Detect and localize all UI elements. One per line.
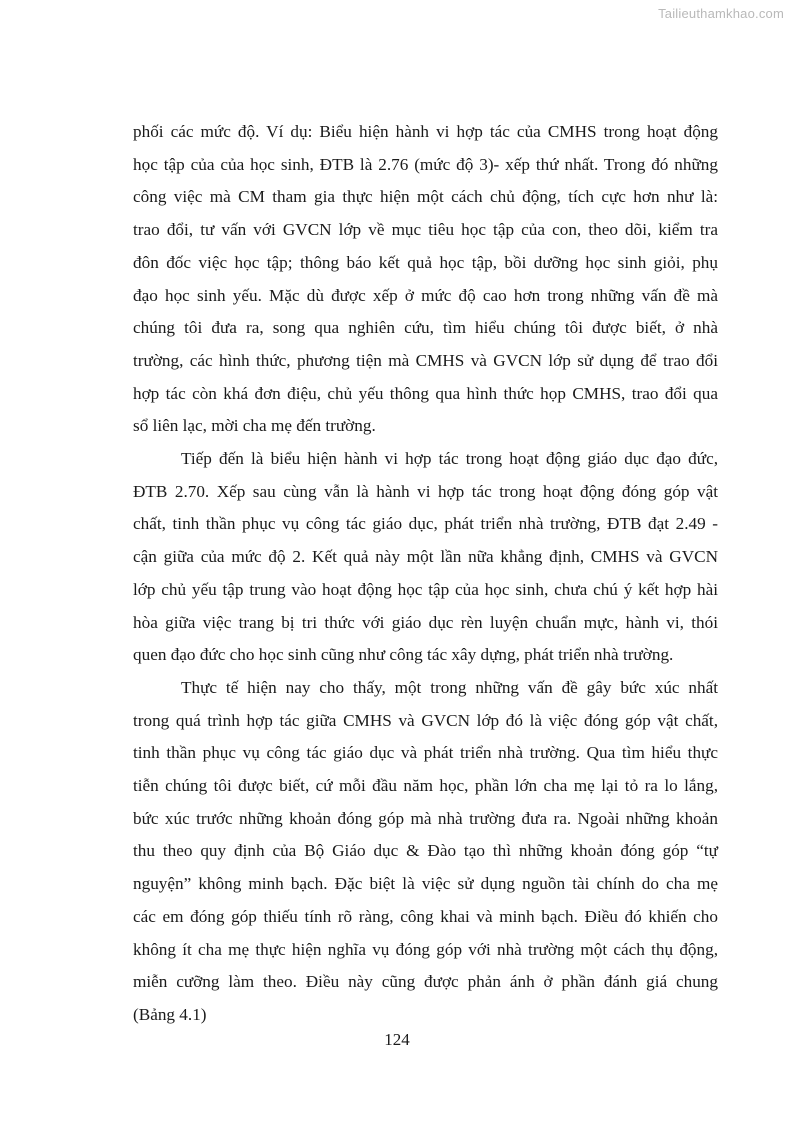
paragraph-3 [133, 803, 718, 836]
paragraph-1 [133, 345, 718, 378]
text-line: công việc mà CM tham gia thực hiện một cách chủ động, tích cực hơn như là: [133, 187, 718, 207]
paragraph-1 [133, 149, 718, 182]
paragraph-2 [133, 607, 718, 640]
text-line: lớp chủ yếu tập trung vào hoạt động học tập của học sinh, chưa chú ý kết hợp hài [133, 579, 718, 599]
paragraph-3 [133, 868, 718, 901]
paragraph-2 [133, 443, 718, 476]
text-line: đạo học sinh yếu. Mặc dù được xếp ở mức độ cao hơn trong những vấn đề mà [133, 285, 718, 305]
text-line: trong quá trình hợp tác giữa CMHS và GVCN lớp đó là việc đóng góp vật chất, [133, 710, 718, 730]
text-line: thu theo quy định của Bộ Giáo dục & Đào tạo thì những khoản đóng góp “tự [133, 841, 718, 861]
page-body [133, 116, 718, 1032]
text-line: tiễn chúng tôi được biết, cứ mỗi đầu năm học, phần lớn cha mẹ lại tỏ ra lo lắng, [133, 776, 718, 796]
paragraph-1 [133, 280, 718, 313]
text-line: chất, tinh thần phục vụ công tác giáo dục, phát triển nhà trường, ĐTB đạt 2.49 - [133, 514, 718, 534]
text-line: tinh thần phục vụ công tác giáo dục và phát triển nhà trường. Qua tìm hiểu thực [133, 743, 718, 763]
text-line: không ít cha mẹ thực hiện nghĩa vụ đóng góp với nhà trường một cách thụ động, [133, 939, 718, 959]
paragraph-1 [133, 116, 718, 149]
text-line: phối các mức độ. Ví dụ: Biểu hiện hành vi hợp tác của CMHS trong hoạt động [133, 122, 718, 141]
paragraph-1 [133, 378, 718, 411]
paragraph-2 [133, 508, 718, 541]
text-line: (Bảng 4.1) [133, 1004, 207, 1024]
paragraph-3 [133, 966, 718, 999]
paragraph-3 [133, 705, 718, 738]
text-line: sổ liên lạc, mời cha mẹ đến trường. [133, 416, 376, 436]
text-line: Tiếp đến là biểu hiện hành vi hợp tác trong hoạt động giáo dục đạo đức, [181, 449, 718, 469]
paragraph-2 [133, 541, 718, 574]
paragraph-1 [133, 214, 718, 247]
text-line: chúng tôi đưa ra, song qua nghiên cứu, tìm hiểu chúng tôi được biết, ở nhà [133, 318, 718, 338]
paragraph-2 [133, 639, 718, 672]
text-line: ĐTB 2.70. Xếp sau cùng vẫn là hành vi hợp tác trong hoạt động đóng góp vật [133, 481, 718, 501]
paragraph-3 [133, 770, 718, 803]
paragraph-3 [133, 737, 718, 770]
watermark: Tailieuthamkhao.com [658, 6, 784, 21]
text-line: cận giữa của mức độ 2. Kết quả này một lần nữa khẳng định, CMHS và GVCN [133, 547, 718, 567]
paragraph-3 [133, 934, 718, 967]
paragraph-2 [133, 574, 718, 607]
text-line: bức xúc trước những khoản đóng góp mà nhà trường đưa ra. Ngoài những khoản [133, 808, 718, 828]
paragraph-1 [133, 247, 718, 280]
paragraph-1 [133, 410, 718, 443]
paragraph-2 [133, 476, 718, 509]
text-line: Thực tế hiện nay cho thấy, một trong những vấn đề gây bức xúc nhất [181, 677, 718, 697]
paragraph-3 [133, 672, 718, 705]
text-line: quen đạo đức cho học sinh cũng như công tác xây dựng, phát triển nhà trường. [133, 645, 674, 665]
text-line: hợp tác còn khá đơn điệu, chủ yếu thông qua hình thức họp CMHS, trao đổi qua [133, 383, 718, 403]
paragraph-1 [133, 181, 718, 214]
text-line: đôn đốc việc học tập; thông báo kết quả học tập, bồi dưỡng học sinh giỏi, phụ [133, 252, 718, 272]
text-line: miễn cưỡng làm theo. Điều này cũng được phản ánh ở phần đánh giá chung [133, 972, 718, 992]
paragraph-1 [133, 312, 718, 345]
text-line: trường, các hình thức, phương tiện mà CMHS và GVCN lớp sử dụng để trao đổi [133, 350, 718, 370]
text-line: các em đóng góp thiếu tính rõ ràng, công khai và minh bạch. Điều đó khiến cho [133, 906, 718, 926]
paragraph-3 [133, 835, 718, 868]
text-line: hòa giữa việc trang bị tri thức với giáo dục rèn luyện chuẩn mực, hành vi, thói [133, 612, 718, 632]
paragraph-3 [133, 901, 718, 934]
text-line: trao đổi, tư vấn với GVCN lớp về mục tiêu học tập của con, theo dõi, kiểm tra [133, 220, 718, 240]
page-number: 124 [384, 1030, 410, 1049]
text-line: học tập của của học sinh, ĐTB là 2.76 (mức độ 3)- xếp thứ nhất. Trong đó những [133, 154, 718, 174]
paragraph-3 [133, 999, 718, 1032]
text-line: nguyện” không minh bạch. Đặc biệt là việc sử dụng nguồn tài chính do cha mẹ [133, 874, 718, 894]
